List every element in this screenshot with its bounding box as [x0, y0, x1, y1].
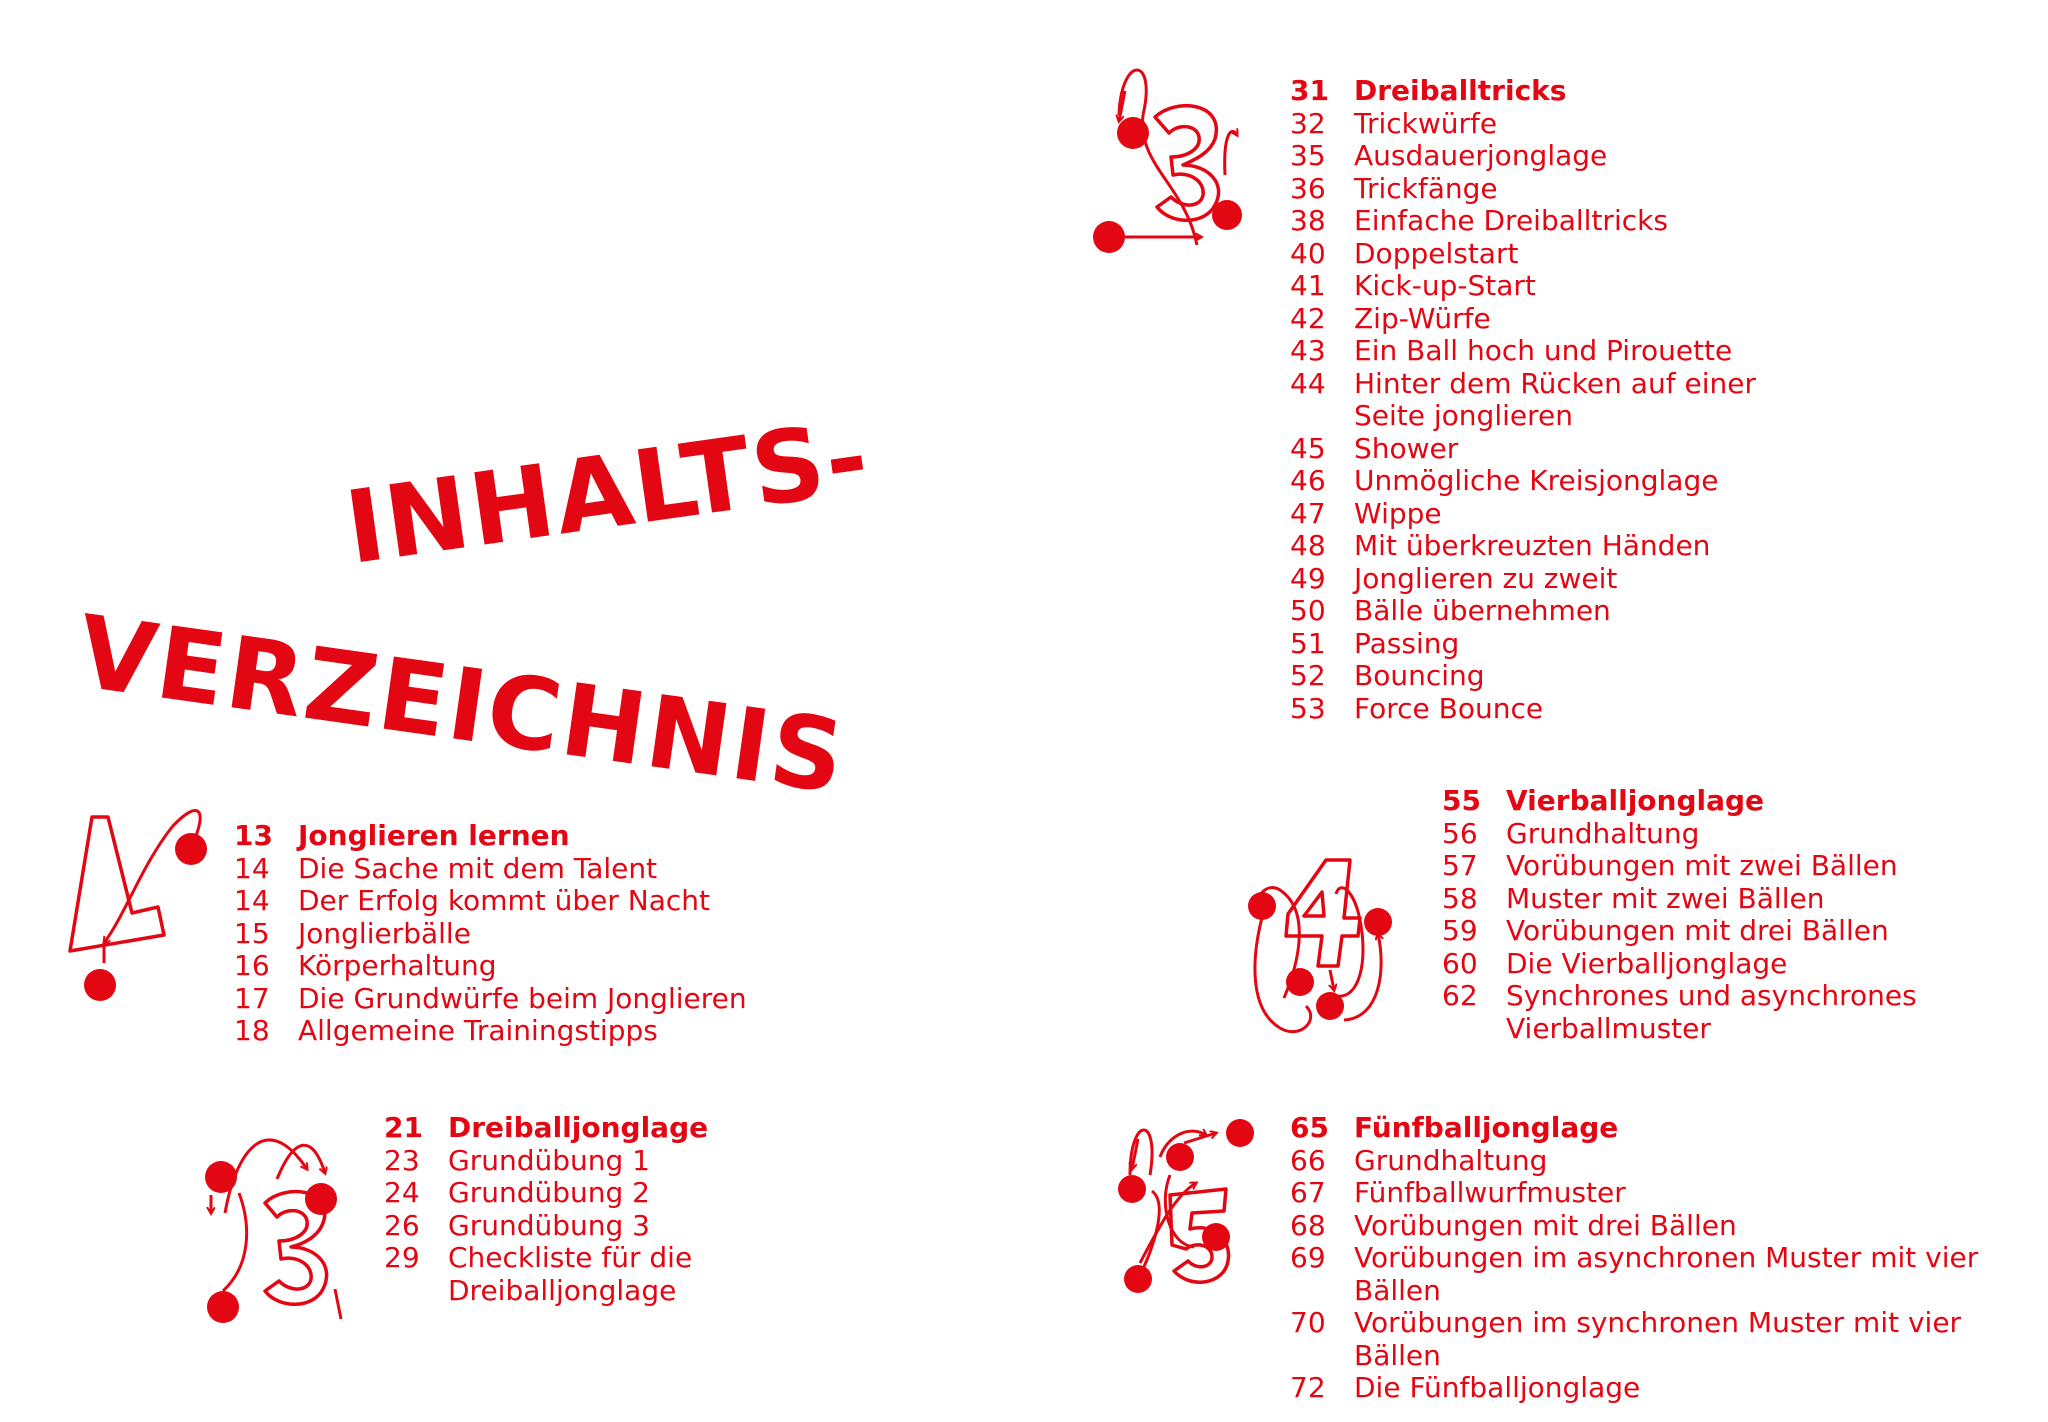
toc-entry[interactable]: [1290, 1145, 2048, 1178]
toc-list: [1290, 75, 1756, 725]
toc-entry[interactable]: [1290, 173, 1756, 206]
toc-entry[interactable]: [1290, 368, 1756, 433]
juggling-diagram-3-icon: [195, 1095, 365, 1330]
toc-page-number: 23: [384, 1143, 420, 1177]
toc-page-number: 26: [384, 1208, 420, 1242]
toc-page-number: 56: [1442, 816, 1478, 850]
toc-page-number: 31: [1290, 74, 1329, 107]
toc-entry[interactable]: [1290, 693, 1756, 726]
toc-entry-title: Körperhaltung: [298, 949, 497, 982]
toc-entry-title: Allgemeine Trainingstipps: [298, 1014, 658, 1047]
toc-entry[interactable]: [1290, 1307, 2048, 1372]
toc-entry[interactable]: [1442, 850, 1917, 883]
toc-page-number: 46: [1290, 464, 1326, 497]
toc-entry-title: Die Sache mit dem Talent: [298, 851, 658, 885]
toc-page-number: 48: [1290, 529, 1326, 562]
page-title-line-1: INHALTS-: [338, 397, 877, 587]
toc-page-number: 36: [1290, 171, 1326, 205]
toc-page-number: 51: [1290, 626, 1326, 660]
toc-entry-title: Passing: [1354, 626, 1460, 660]
toc-entry-title: Der Erfolg kommt über Nacht: [298, 884, 711, 917]
toc-page-number: 57: [1442, 849, 1478, 882]
toc-entry-title: Jonglieren zu zweit: [1354, 561, 1618, 595]
toc-entry-title: Muster mit zwei Bällen: [1506, 881, 1825, 915]
juggling-diagram-4-icon: [1240, 850, 1410, 1040]
juggling-diagram-3-tricks-icon: [1085, 55, 1255, 265]
toc-entry[interactable]: [1442, 980, 1917, 1045]
toc-section-heading[interactable]: [1290, 1112, 2048, 1145]
toc-entry[interactable]: [234, 1015, 747, 1048]
toc-page-number: 60: [1442, 946, 1478, 980]
toc-list: [1442, 785, 1917, 1045]
toc-page-number: 53: [1290, 691, 1326, 725]
toc-entry-title: Checkliste für die Dreiballjonglage: [448, 1241, 693, 1307]
toc-section-fuenfballjonglage: [1290, 1112, 2048, 1405]
toc-entry-title: Grundhaltung: [1506, 816, 1700, 850]
toc-page-number: 18: [234, 1014, 270, 1047]
toc-list: [384, 1112, 708, 1307]
toc-entry-title: Jonglierbälle: [298, 916, 471, 950]
toc-page-number: 24: [384, 1176, 420, 1209]
toc-entry-title: Dreiballtricks: [1354, 74, 1567, 107]
toc-entry[interactable]: [1442, 818, 1917, 851]
toc-entry[interactable]: [1290, 108, 1756, 141]
toc-entry[interactable]: [1442, 883, 1917, 916]
toc-entry-title: Grundübung 3: [448, 1208, 650, 1242]
toc-section-heading[interactable]: [1290, 75, 1756, 108]
toc-entry-title: Vorübungen mit drei Bällen: [1506, 914, 1889, 947]
toc-entry[interactable]: [1290, 140, 1756, 173]
toc-entry[interactable]: [1290, 563, 1756, 596]
toc-page-number: 45: [1290, 431, 1326, 465]
toc-entry-title: Vorübungen mit zwei Bällen: [1506, 849, 1898, 882]
toc-page-number: 14: [234, 884, 270, 917]
toc-page-number: 65: [1290, 1111, 1329, 1144]
toc-page-number: 59: [1442, 914, 1478, 947]
toc-page-number: 72: [1290, 1371, 1326, 1404]
toc-page-number: 58: [1442, 881, 1478, 915]
toc-entry[interactable]: [234, 885, 747, 918]
toc-page-number: 66: [1290, 1143, 1326, 1177]
toc-entry-title: Wippe: [1354, 496, 1442, 530]
toc-entry[interactable]: [234, 918, 747, 951]
toc-entry-title: Einfache Dreiballtricks: [1354, 204, 1668, 237]
toc-entry-title: Vorübungen mit drei Bällen: [1354, 1208, 1737, 1242]
toc-entry[interactable]: [1290, 465, 1756, 498]
toc-entry-title: Unmögliche Kreisjonglage: [1354, 464, 1719, 497]
toc-entry-title: Vorübungen im asynchronen Muster mit vier Bällen: [1354, 1241, 1979, 1307]
toc-entry[interactable]: [1290, 303, 1756, 336]
toc-entry[interactable]: [1290, 433, 1756, 466]
juggling-diagram-5-icon: [1100, 1095, 1270, 1300]
toc-entry-title: Fünfballjonglage: [1354, 1111, 1619, 1144]
toc-entry-title: Die Fünfballjonglage: [1354, 1371, 1641, 1404]
toc-entry-title: Vorübungen im synchronen Muster mit vier Bällen: [1354, 1306, 1962, 1372]
toc-entry[interactable]: [384, 1242, 708, 1307]
toc-section-heading[interactable]: [384, 1112, 708, 1145]
toc-entry-title: Doppelstart: [1354, 236, 1519, 270]
toc-page-number: 13: [234, 819, 273, 852]
toc-entry[interactable]: [1290, 1210, 2048, 1243]
toc-entry-title: Grundübung 1: [448, 1143, 650, 1177]
toc-page-number: 50: [1290, 594, 1326, 627]
toc-page-number: 69: [1290, 1241, 1326, 1274]
toc-entry-title: Mit überkreuzten Händen: [1354, 529, 1711, 562]
toc-entry[interactable]: [1290, 238, 1756, 271]
toc-entry[interactable]: [1290, 530, 1756, 563]
toc-page-number: 29: [384, 1241, 420, 1274]
toc-section-dreiballtricks: [1290, 75, 1756, 725]
toc-entry-title: Jonglieren lernen: [298, 819, 570, 852]
toc-entry[interactable]: [1442, 915, 1917, 948]
toc-entry-title: Die Vierballjonglage: [1506, 946, 1788, 980]
toc-page-number: 44: [1290, 366, 1326, 400]
toc-entry[interactable]: [1290, 498, 1756, 531]
toc-page-number: 21: [384, 1111, 423, 1144]
toc-page-number: 68: [1290, 1208, 1326, 1242]
toc-page-number: 17: [234, 981, 270, 1015]
toc-entry[interactable]: [1290, 660, 1756, 693]
toc-entry[interactable]: [1290, 1177, 2048, 1210]
toc-entry-title: Fünfballwurfmuster: [1354, 1176, 1626, 1209]
toc-page-number: 52: [1290, 659, 1326, 692]
toc-section-heading[interactable]: [234, 820, 747, 853]
toc-entry[interactable]: [1290, 1372, 2048, 1405]
toc-entry[interactable]: [384, 1145, 708, 1178]
toc-entry-title: Vierballjonglage: [1506, 784, 1765, 817]
toc-entry[interactable]: [234, 983, 747, 1016]
toc-entry-title: Bouncing: [1354, 659, 1485, 692]
toc-page-number: 38: [1290, 204, 1326, 237]
toc-entry-title: Ausdauerjonglage: [1354, 139, 1608, 172]
toc-entry-title: Kick-up-Start: [1354, 269, 1536, 302]
toc-page-number: 62: [1442, 979, 1478, 1012]
toc-entry-title: Dreiballjonglage: [448, 1111, 709, 1144]
toc-entry-title: Grundhaltung: [1354, 1143, 1548, 1177]
toc-page-number: 16: [234, 949, 270, 982]
toc-page-number: 15: [234, 916, 270, 950]
toc-entry[interactable]: [1290, 205, 1756, 238]
toc-entry-title: Grundübung 2: [448, 1176, 650, 1209]
toc-entry[interactable]: [1290, 335, 1756, 368]
toc-page-number: 41: [1290, 269, 1326, 302]
toc-list: [1290, 1112, 2048, 1405]
page-title-line-2: VERZEICHNIS: [70, 593, 853, 817]
toc-page-number: 35: [1290, 139, 1326, 172]
toc-page-number: 42: [1290, 301, 1326, 335]
toc-entry[interactable]: [234, 950, 747, 983]
toc-entry-title: Synchrones und asynchrones Vierballmuster: [1506, 979, 1917, 1045]
toc-section-heading[interactable]: [1442, 785, 1917, 818]
toc-page-number: 43: [1290, 334, 1326, 367]
toc-section-dreiballjonglage: [384, 1112, 708, 1307]
toc-entry[interactable]: [384, 1177, 708, 1210]
toc-page-number: 67: [1290, 1176, 1326, 1209]
toc-entry[interactable]: [1290, 628, 1756, 661]
toc-page-number: 32: [1290, 106, 1326, 140]
toc-entry[interactable]: [1290, 1242, 2048, 1307]
toc-page-number: 40: [1290, 236, 1326, 270]
toc-page-number: 14: [234, 851, 270, 885]
toc-page-number: 49: [1290, 561, 1326, 595]
toc-entry-title: Trickfänge: [1354, 171, 1498, 205]
toc-entry-title: Force Bounce: [1354, 691, 1544, 725]
toc-page-number: 70: [1290, 1306, 1326, 1339]
toc-list: [234, 820, 747, 1048]
toc-entry-title: Ein Ball hoch und Pirouette: [1354, 334, 1733, 367]
toc-page-number: 55: [1442, 784, 1481, 817]
toc-entry[interactable]: [1442, 948, 1917, 981]
toc-entry-title: Bälle übernehmen: [1354, 594, 1611, 627]
toc-entry-title: Die Grundwürfe beim Jonglieren: [298, 981, 747, 1015]
juggling-diagram-l-icon: [60, 795, 220, 1015]
toc-entry-title: Trickwürfe: [1354, 106, 1498, 140]
toc-section-jonglieren-lernen: [234, 820, 747, 1048]
toc-page-number: 47: [1290, 496, 1326, 530]
toc-entry-title: Shower: [1354, 431, 1459, 465]
toc-entry[interactable]: [1290, 595, 1756, 628]
toc-entry-title: Hinter dem Rücken auf einer Seite jonglieren: [1354, 366, 1756, 432]
toc-entry[interactable]: [384, 1210, 708, 1243]
toc-section-vierballjonglage: [1442, 785, 1917, 1045]
toc-entry[interactable]: [234, 853, 747, 886]
toc-entry[interactable]: [1290, 270, 1756, 303]
toc-entry-title: Zip-Würfe: [1354, 301, 1491, 335]
